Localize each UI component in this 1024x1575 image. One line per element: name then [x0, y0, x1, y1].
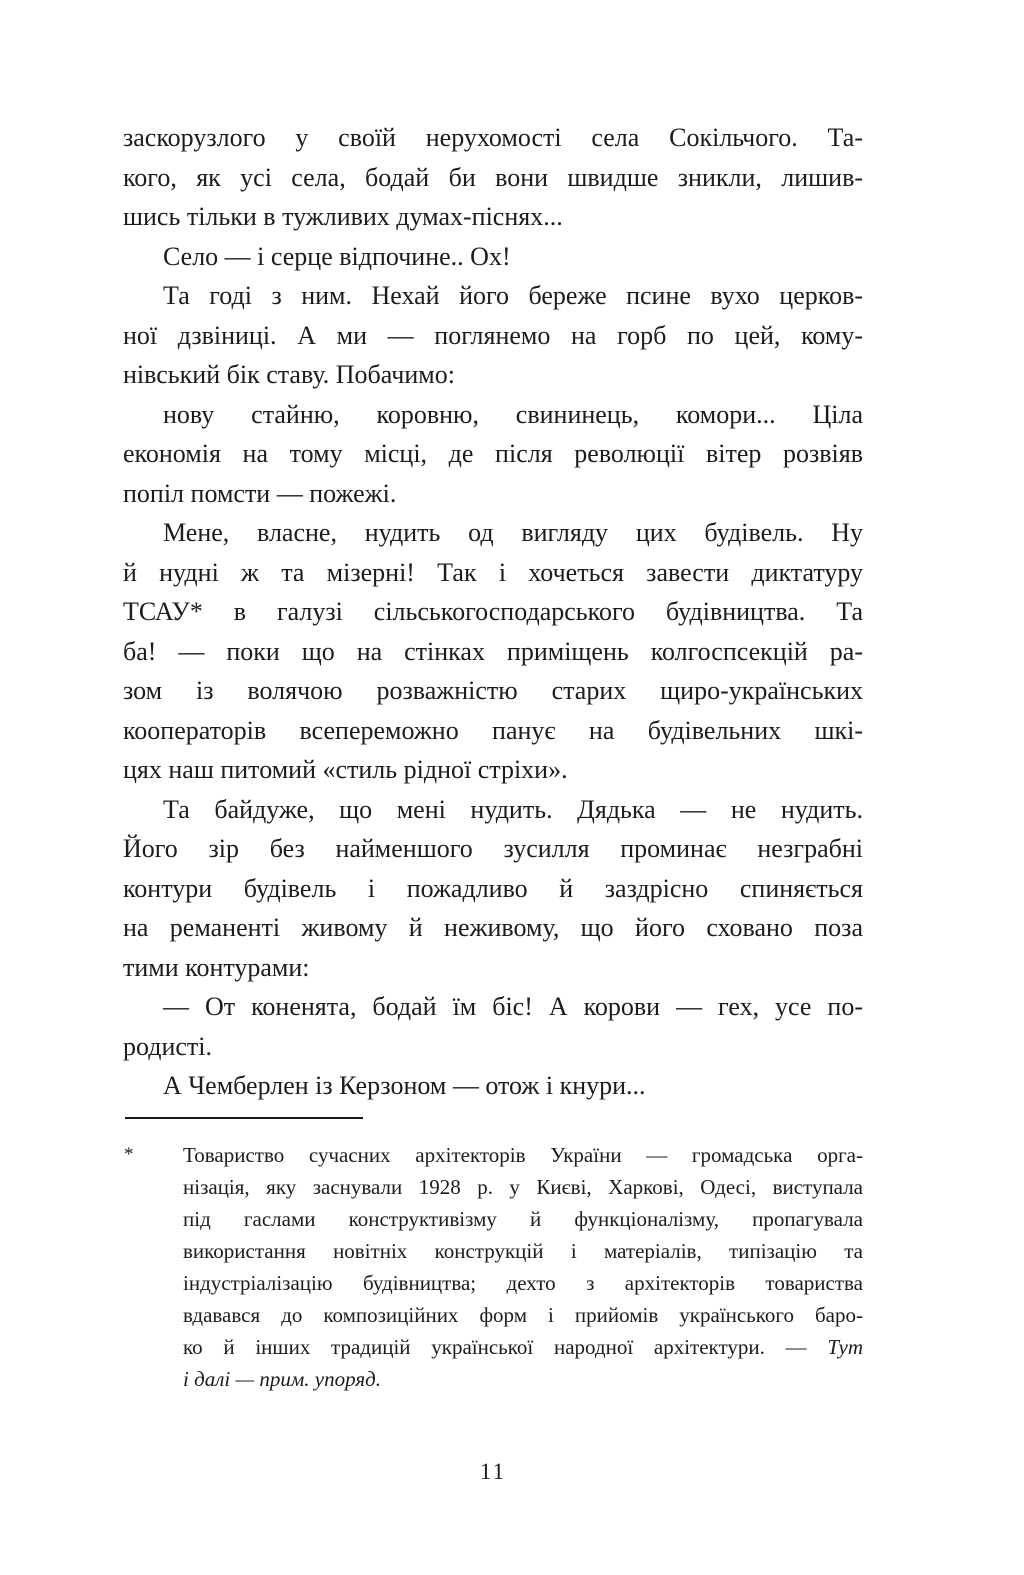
body-line: Та байдуже, що мені нудить. Дядька — не нудить.	[163, 794, 863, 824]
footnote-text	[183, 1139, 863, 1395]
body-line: заскорузлого у своїй нерухомості села Сокільчого. Та-	[123, 123, 863, 152]
footnote-segment: вдавався до композиційних форм і прийомів українського баро-	[183, 1303, 863, 1327]
footnote-line	[183, 1331, 863, 1363]
body-line: шись тільки в тужливих думах-піснях...	[123, 202, 563, 231]
body-line: тими контурами:	[123, 952, 310, 982]
footnote-line	[183, 1171, 863, 1203]
body-line: Його зір без найменшого зусилля проминає незграбні	[123, 834, 863, 863]
footnote-line	[183, 1267, 863, 1299]
body-line: Мене, власне, нудить од вигляду цих будівель. Ну	[163, 518, 863, 547]
body-line: контури будівель і пожадливо й заздрісно спиняється	[123, 873, 863, 903]
footnote-editor-note: Тут	[827, 1335, 863, 1359]
body-line: ба! — поки що на стінках приміщень колгоспсекцій ра-	[123, 636, 863, 666]
footnote-line	[183, 1235, 863, 1267]
body-line: попіл помсти — пожежі.	[123, 478, 397, 508]
footnote-line	[183, 1363, 863, 1395]
body-line: економія на тому місці, де після революції вітер розвіяв	[123, 439, 863, 468]
footnote-separator	[125, 1117, 363, 1119]
body-line: родисті.	[123, 1031, 213, 1061]
body-text	[123, 118, 863, 1106]
footnote-segment: використання новітніх конструкцій і матеріалів, типізацію та	[183, 1239, 863, 1263]
footnote-segment: індустріалізацію будівництва; дехто з архітекторів товариства	[183, 1271, 863, 1295]
body-line: кооператорів всепереможно панує на будівельних шкі-	[123, 715, 863, 745]
body-line: на реманенті живому й неживому, що його сховано поза	[123, 913, 863, 942]
body-line: й нудні ж та мізерні! Так і хочеться завести диктатуру	[123, 557, 863, 587]
body-line: ної дзвіниці. А ми — поглянемо на горб по цей, кому-	[123, 320, 863, 350]
body-line: А Чемберлен із Керзоном — отож і кнури...	[163, 1071, 646, 1100]
footnote-segment: під гаслами конструктивізму й функціоналізму, пропагувала	[183, 1207, 863, 1231]
footnote-line	[183, 1139, 863, 1171]
body-line: нівський бік ставу. Побачимо:	[123, 360, 455, 389]
footnote-marker: *	[124, 1144, 134, 1165]
footnote-segment: нізація, яку заснували 1928 р. у Києві, Харкові, Одесі, виступала	[183, 1175, 863, 1199]
body-line: ТСАУ* в галузі сільськогосподарського будівництва. Та	[123, 597, 863, 626]
body-line: зом із волячою розважністю старих щиро-українських	[123, 676, 863, 705]
footnote-segment: ко й інших традицій української народної архітектури. —	[183, 1335, 828, 1359]
footnote-editor-note: і далі — прим. упоряд.	[183, 1367, 381, 1391]
page-number: 11	[479, 1459, 507, 1484]
body-line: кого, як усі села, бодай би вони швидше зникли, лишив-	[123, 162, 863, 192]
body-line: — От коненята, бодай їм біс! А корови — гех, усе по-	[163, 992, 863, 1021]
body-line: Село — і серце відпочине.. Ох!	[163, 241, 511, 271]
body-line: цях наш питомий «стиль рідної стріхи».	[123, 755, 568, 784]
footnote-line	[183, 1203, 863, 1235]
footnote-line	[183, 1299, 863, 1331]
footnote-segment: Товариство сучасних архітекторів України — громадська орга-	[183, 1143, 863, 1167]
body-line: Та годі з ним. Нехай його береже псине вухо церков-	[163, 281, 863, 310]
body-line: нову стайню, коровню, свининець, комори... Ціла	[163, 399, 863, 429]
